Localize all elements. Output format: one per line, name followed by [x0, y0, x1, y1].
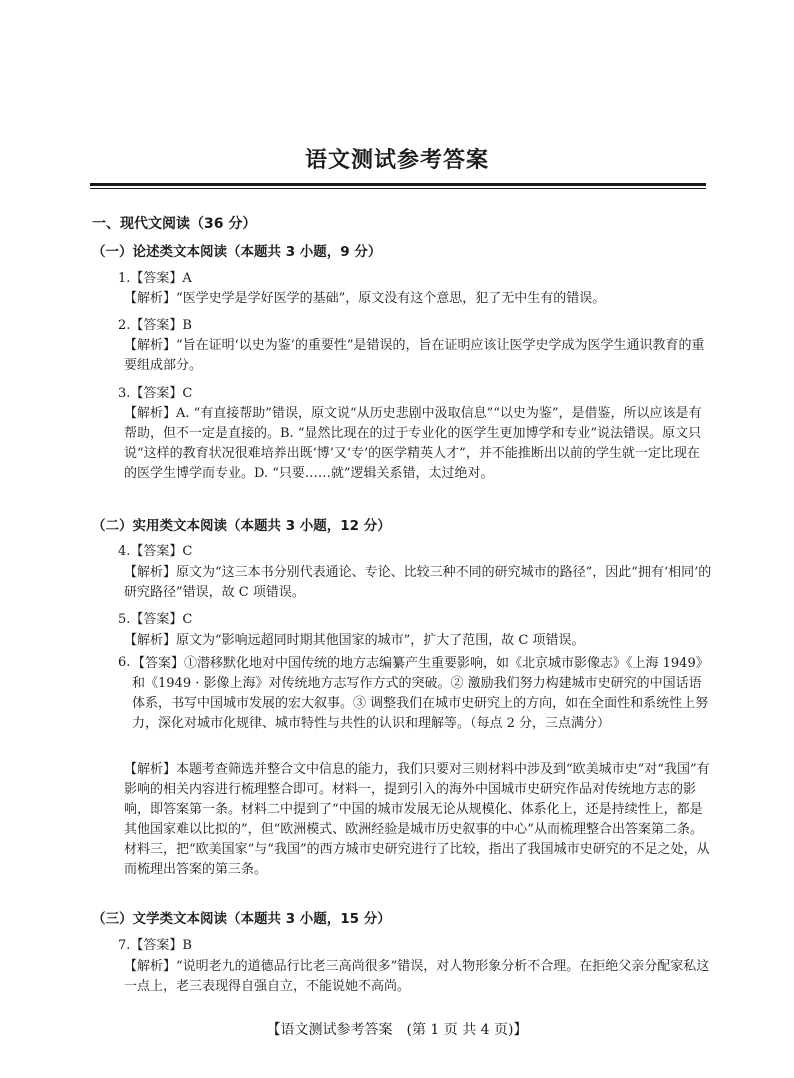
analysis-q6: 【解析】本题考查筛选并整合文中信息的能力，我们只要对三则材料中涉及到“欧美城市史”对“我国”有影响的相关内容进行梳理整合即可。材料一，提到引入的海外中国城市史研究作品对传统地方志的影响，即答案第一条。材料二中提到了“中国的城市发展无论从规模化、体系化上，还是持续性上，都是其他国家难以比拟的”，但“欧洲模式、欧洲经验是城市历史叙事的中心”从而梳理整合出答案第二条。材料三，把“欧美国家”与“我国”的西方城市史研究进行了比较，指出了我国城市史研究的不足之处，从而梳理出答案的第三条。 [124, 762, 710, 877]
analysis-q4: 【解析】原文为“这三本书分别代表通论、专论、比较三种不同的研究城市的路径”，因此“拥有‘相同’的研究路径”错误，故 C 项错误。 [124, 565, 712, 600]
answer-line-q3: 3.【答案】C [118, 386, 193, 401]
section-heading: 一、现代文阅读（36 分） [92, 216, 257, 232]
answer-line-q7: 7.【答案】B [118, 938, 192, 953]
title-rule-thick [90, 183, 706, 186]
subsection-heading-2: （二）实用类文本阅读（本题共 3 小题，12 分） [92, 518, 391, 534]
answer-line-q4: 4.【答案】C [118, 544, 193, 559]
page-footer: 【语文测试参考答案 (第 1 页 共 4 页)】 [266, 1022, 528, 1038]
analysis-q7: 【解析】“说明老九的道德品行比老三高尚很多”错误，对人物形象分析不合理。在拒绝父亲分配家私这一点上，老三表现得自强自立，不能说她不高尚。 [124, 959, 710, 994]
analysis-q2: 【解析】“旨在证明‘以史为鉴’的重要性”是错误的，旨在证明应该让医学史学成为医学生通识教育的重要组成部分。 [124, 338, 705, 373]
analysis-q1: 【解析】“医学史学是学好医学的基础”，原文没有这个意思，犯了无中生有的错误。 [124, 291, 606, 306]
subsection-heading-3: （三）文学类文本阅读（本题共 3 小题，15 分） [92, 911, 391, 927]
page-title: 语文测试参考答案 [304, 148, 489, 173]
analysis-q3: 【解析】A. “有直接帮助”错误，原文说“从历史悲剧中汲取信息”“以史为鉴”，是借鉴，所以应该是有帮助，但不一定是直接的。B. “显然比现在的过于专业化的医学生更加博学和专业”说法错误。原文只说“这样的教育状况很难培养出既‘博’又‘专’的医学精英人才”，并不能推断出以前的学生就一定比现在的医学生博学而专业。D. “只要……就”逻辑关系错，太过绝对。 [124, 406, 702, 481]
title-rule-thin [90, 188, 706, 189]
answer-line-q2: 2.【答案】B [118, 318, 192, 333]
answer-q6: 【答案】①潜移默化地对中国传统的地方志编纂产生重要影响，如《北京城市影像志》《上海 1949》和《1949 · 影像上海》对传统地方志写作方式的突破。② 激励我们努力构建城市史研究的中国话语体系，书写中国城市发展的宏大叙事。③ 调整我们在城市史研究上的方向，如在全面性和系统性上努力，深化对城市化规律、城市特性与共性的认识和理解等。（每点 2 分，三点满分） [132, 656, 709, 731]
answer-line-q5: 5.【答案】C [118, 612, 193, 627]
answer-line-q1: 1.【答案】A [118, 271, 192, 286]
subsection-heading-1: （一）论述类文本阅读（本题共 3 小题，9 分） [92, 244, 382, 260]
analysis-q5: 【解析】原文为“影响远超同时期其他国家的城市”，扩大了范围，故 C 项错误。 [124, 633, 585, 648]
